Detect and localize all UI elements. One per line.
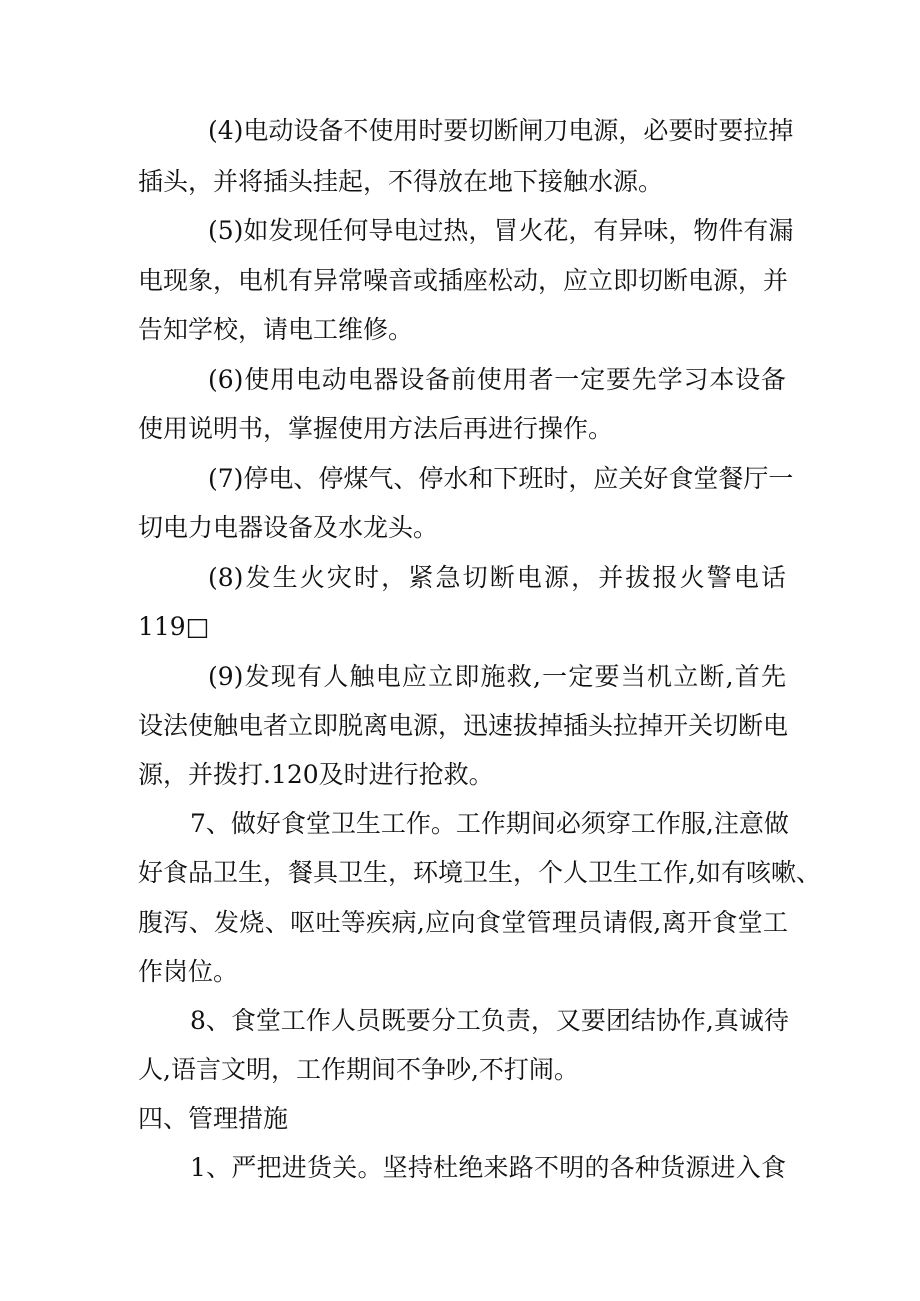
paragraph-line: (5)如发现任何导电过热，冒火花，有异味，物件有漏	[208, 216, 794, 245]
paragraph-line: 插头，并将插头挂起，不得放在地下接触水源。	[138, 167, 664, 196]
paragraph-line: 作岗位。	[138, 957, 239, 986]
paragraph-line: 源，并拨打.120及时进行抢救。	[138, 760, 494, 789]
paragraph-line: 1、严把进货关。坚持杜绝来路不明的各种货源进入食	[190, 1153, 786, 1182]
paragraph-line: (4)电动设备不使用时要切断闸刀电源，必要时要拉掉	[208, 116, 794, 145]
paragraph-line: 7、做好食堂卫生工作。工作期间必须穿工作服,注意做	[190, 809, 789, 838]
paragraph-line: 好食品卫生，餐具卫生，环境卫生，个人卫生工作,如有咳嗽、	[138, 858, 821, 887]
paragraph-line: (9)发现有人触电应立即施救,一定要当机立断,首先	[208, 662, 786, 691]
section-heading: 四、管理措施	[138, 1104, 289, 1133]
paragraph-line: (8)发生火灾时，紧急切断电源，并拔报火警电话	[208, 563, 786, 592]
paragraph-line: 设法使触电者立即脱离电源，迅速拔掉插头拉掉开关切断电	[138, 711, 789, 740]
paragraph-line: 119□	[138, 612, 210, 641]
paragraph-line: 使用说明书，掌握使用方法后再进行操作。	[138, 414, 614, 443]
paragraph-line: (7)停电、停煤气、停水和下班时，应关好食堂餐厅一	[208, 464, 794, 493]
paragraph-line: 8、食堂工作人员既要分工负责，又要团结协作,真诚待	[190, 1006, 789, 1035]
paragraph-line: 告知学校，请电工维修。	[138, 315, 414, 344]
paragraph-line: 电现象，电机有异常噪音或插座松动，应立即切断电源，并	[138, 266, 789, 295]
paragraph-line: 人,语言文明，工作期间不争吵,不打闹。	[138, 1055, 579, 1084]
paragraph-line: (6)使用电动电器设备前使用者一定要先学习本设备	[208, 365, 786, 394]
paragraph-line: 切电力电器设备及水龙头。	[138, 513, 439, 542]
paragraph-line: 腹泻、发烧、呕吐等疾病,应向食堂管理员请假,离开食堂工	[138, 908, 788, 937]
